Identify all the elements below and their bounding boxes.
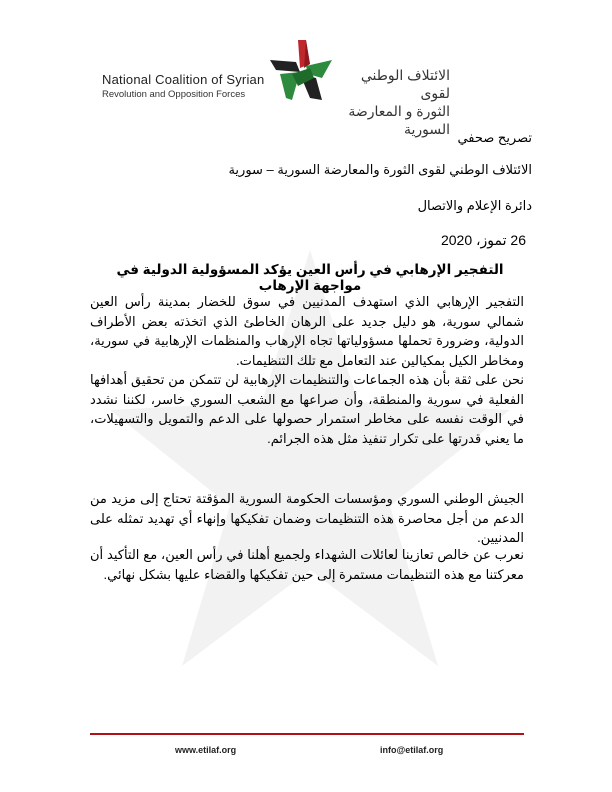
email-link[interactable]: info@etilaf.org	[380, 745, 444, 755]
org-name-english	[102, 72, 264, 101]
org-name-ar-line2: الثورة و المعارضة السورية	[348, 103, 450, 137]
doc-type: تصريح صحفي	[457, 130, 532, 145]
coalition-star-logo-icon	[270, 38, 332, 102]
org-name-en-line2: Revolution and Opposition Forces	[102, 89, 246, 100]
organization-line: الائتلاف الوطني لقوى الثورة والمعارضة السورية – سورية	[228, 162, 532, 177]
website-link[interactable]: www.etilaf.org	[175, 745, 237, 755]
org-name-en-line1: National Coalition of Syrian	[102, 72, 265, 87]
org-name-arabic	[338, 66, 450, 138]
paragraph-3: الجيش الوطني السوري ومؤسسات الحكومة السورية المؤقتة تحتاج إلى مزيد من الدعم من أجل محاصرة هذه التنظيمات وضمان تفكيكها وإنهاء أي تهديد تمثله على المدنيين.	[90, 491, 524, 545]
department: دائرة الإعلام والاتصال	[417, 198, 532, 213]
paragraph-1: التفجير الإرهابي الذي استهدف المدنيين في سوق للخضار بمدينة رأس العين شمالي سورية، هو دليل جديد على الرهان الخاطئ الذي اتخذته بعض الأطراف الدولية، وضرورة تحملها مسؤولياتها تجاه الإرهاب والمنظمات الإرهابية في سورية، ومخاطر الكيل بمكيالين عند التعامل مع تلك التنظيمات.	[90, 294, 524, 368]
paragraph-4: نعرب عن خالص تعازينا لعائلات الشهداء ولجميع أهلنا في رأس العين، مع التأكيد أن معركتنا مع هذه التنظيمات مستمرة إلى حين تفكيكها والقضاء عليها بشكل نهائي.	[90, 547, 524, 582]
date: 26 تموز، 2020	[440, 232, 526, 248]
footer-divider	[90, 733, 524, 735]
document-title: التفجير الإرهابي في رأس العين يؤكد المسؤولية الدولية في مواجهة الإرهاب	[116, 262, 504, 293]
paragraph-2: نحن على ثقة بأن هذه الجماعات والتنظيمات الإرهابية لن تتمكن من تحقيق أهدافها الفعلية في سورية والمنطقة، وأن صراعها مع الشعب السوري خاسر، لكننا نشدد في الوقت نفسه على مخاطر استمرار حصولها على الدعم والتمويل والتسهيلات، ما يعني قدرتها على تكرار تنفيذ مثل هذه الجرائم.	[90, 372, 524, 446]
letterhead	[0, 0, 612, 137]
org-name-ar-line1: الائتلاف الوطني لقوى	[360, 67, 450, 101]
